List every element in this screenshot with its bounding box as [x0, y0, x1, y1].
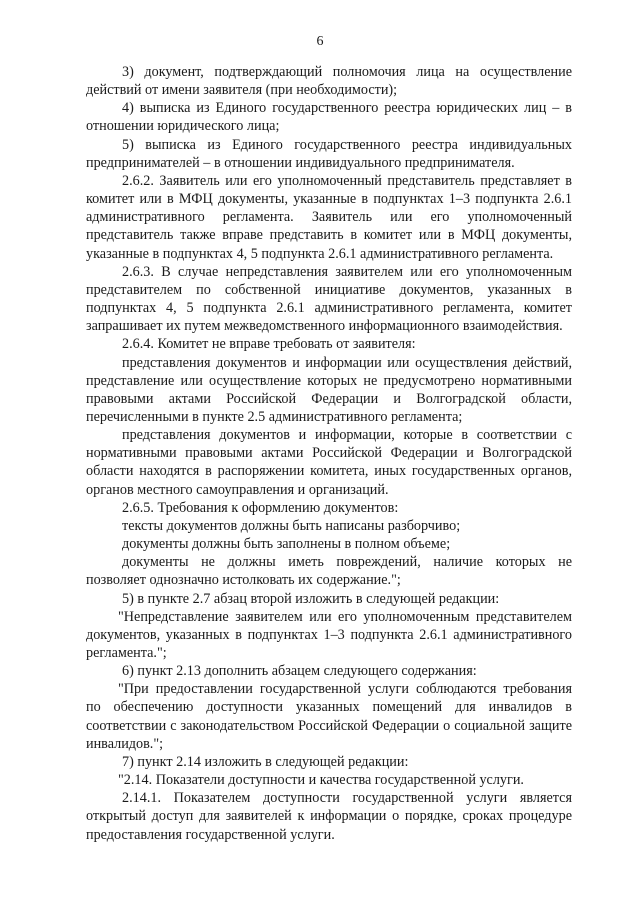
page-number: 6: [316, 34, 324, 49]
paragraph: документы должны быть заполнены в полном объеме;: [122, 536, 451, 553]
paragraph: представления документов и информации, которые в соответствии с нормативными правовыми актами Российской Федерации и Волгоградской области находятся в распоряжении комитета, иных государственных органов, органов местного самоуправления и организаций.: [86, 427, 572, 498]
paragraph: 6) пункт 2.13 дополнить абзацем следующего содержания:: [122, 663, 477, 680]
paragraph: 5) в пункте 2.7 абзац второй изложить в следующей редакции:: [122, 590, 500, 607]
paragraph: 2.6.5. Требования к оформлению документов:: [122, 499, 399, 516]
paragraph: 5) выписка из Единого государственного реестра индивидуальных предпринимателей – в отношении индивидуального предпринимателя.: [86, 136, 572, 171]
paragraph: 2.6.4. Комитет не вправе требовать от заявителя:: [122, 336, 416, 353]
paragraph: представления документов и информации или осуществления действий, представление или осуществление которых не предусмотрено нормативными правовыми актами Российской Федерации и Волгоградской области, перечисленными в пункте 2.5 административного регламента;: [86, 354, 572, 425]
paragraph: 2.6.2. Заявитель или его уполномоченный представитель представляет в комитет или в МФЦ документы, указанные в подпунктах 1–3 подпункта 2.6.1 административного регламента. Заявитель или его уполномоченный представитель также вправе представить в комитет или в МФЦ документы, указанные в подпунктах 4, 5 подпункта 2.6.1 административного регламента.: [86, 172, 572, 262]
paragraph: 2.14.1. Показателем доступности государственной услуги является открытый доступ для заявителей к информации о порядке, сроках процедуре предоставления государственной услуги.: [86, 790, 572, 843]
quoted-paragraph: "При предоставлении государственной услуги соблюдаются требования по обеспечению доступности указанных помещений для инвалидов в соответствии с законодательством Российской Федерации о социальной защите инвалидов.";: [86, 681, 572, 752]
document-body: [86, 63, 572, 844]
paragraph: тексты документов должны быть написаны разборчиво;: [122, 517, 461, 534]
quoted-paragraph: "Непредставление заявителем или его уполномоченным представителем документов, указанных в подпунктах 1–3 подпункта 2.6.1 административного регламента.";: [86, 608, 572, 661]
paragraph: 2.6.3. В случае непредставления заявителем или его уполномоченным представителем по собственной инициативе документов, указанных в подпунктах 4, 5 подпункта 2.6.1 административного регламента, комитет запрашивает их путем межведомственного информационного взаимодействия.: [86, 263, 572, 335]
paragraph: 3) документ, подтверждающий полномочия лица на осуществление действий от имени заявителя (при необходимости);: [86, 64, 572, 99]
paragraph: документы не должны иметь повреждений, наличие которых не позволяет однозначно истолковать их содержание.";: [86, 554, 572, 589]
paragraph: 4) выписка из Единого государственного реестра юридических лиц – в отношении юридического лица;: [86, 100, 572, 135]
paragraph: 7) пункт 2.14 изложить в следующей редакции:: [122, 753, 409, 770]
quoted-paragraph: "2.14. Показатели доступности и качества государственной услуги.: [118, 772, 524, 789]
